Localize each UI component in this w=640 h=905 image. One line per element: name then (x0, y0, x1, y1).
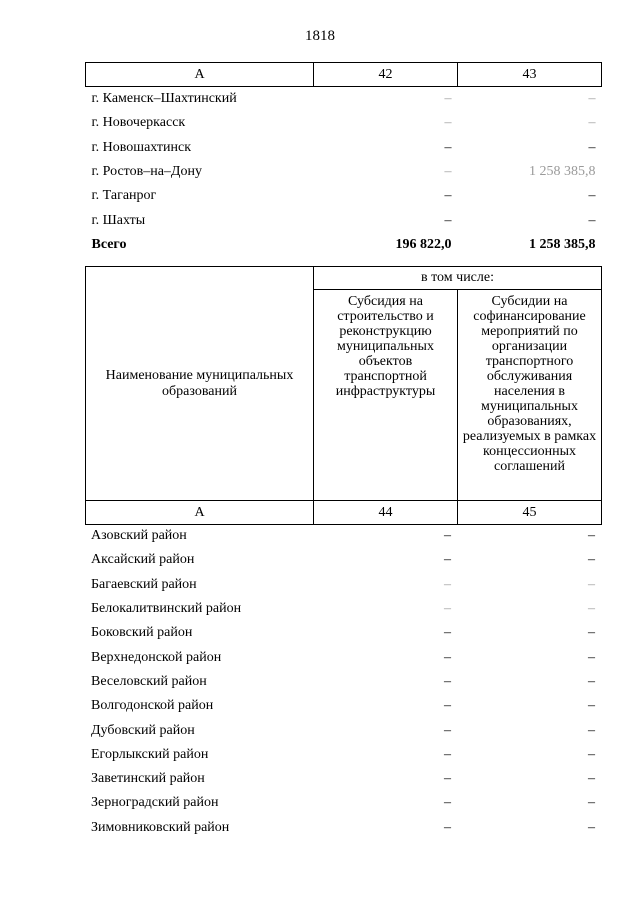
row-value-1: – (444, 528, 451, 544)
column-number-a: А (86, 63, 314, 87)
row-name: Заветинский район (91, 771, 205, 787)
row-value-2: – (588, 115, 596, 131)
row-value-2: – (588, 528, 595, 544)
table-cities (85, 62, 602, 257)
row-name: Багаевский район (91, 576, 197, 592)
row-value-2: – (588, 746, 595, 762)
row-name: Волгодонской район (91, 698, 214, 714)
row-value-1: – (444, 164, 452, 180)
table-row (85, 621, 601, 645)
row-name: Зимовниковский район (91, 819, 230, 835)
row-value-1: – (444, 722, 451, 738)
row-value-1: – (444, 576, 451, 592)
row-name: г. Ростов–на–Дону (91, 164, 202, 180)
table-row (85, 743, 601, 767)
row-value-1: – (444, 91, 452, 107)
row-value-2: – (588, 139, 596, 155)
row-value-2: – (588, 795, 595, 811)
table-row (85, 548, 601, 572)
table-districts (85, 524, 601, 840)
row-value-1: – (444, 139, 452, 155)
row-value-2: – (588, 91, 596, 107)
row-value-2: – (588, 552, 595, 568)
row-value-1: – (444, 673, 451, 689)
table-row (85, 524, 601, 548)
row-value-2: – (588, 673, 595, 689)
column-number-44: 44 (314, 501, 458, 525)
row-name: г. Таганрог (91, 188, 157, 204)
row-value-1: – (444, 819, 451, 835)
including-header: в том числе: (314, 267, 602, 290)
row-name: Аксайский район (91, 552, 195, 568)
row-value-1: 196 822,0 (395, 236, 452, 252)
table-row (86, 87, 602, 112)
table-row (86, 160, 602, 184)
row-name: г. Новочеркасск (91, 115, 186, 131)
row-value-2: – (588, 649, 595, 665)
row-value-1: – (444, 601, 451, 617)
table-row (85, 597, 601, 621)
column-number-42: 42 (314, 63, 458, 87)
row-name: Верхнедонской район (91, 649, 222, 665)
table-row (86, 111, 602, 135)
row-value-1: – (444, 771, 451, 787)
row-value-1: – (444, 625, 451, 641)
column-number-43: 43 (458, 63, 602, 87)
row-name: Боковский район (91, 625, 193, 641)
table-row (85, 694, 601, 718)
row-name: Дубовский район (91, 722, 195, 738)
row-value-1: – (444, 188, 452, 204)
row-name: г. Новошахтинск (91, 139, 192, 155)
row-value-1: – (444, 795, 451, 811)
row-value-2: – (588, 601, 595, 617)
table-row (85, 573, 601, 597)
table-row (85, 767, 601, 791)
table-row (85, 645, 601, 669)
row-value-1: – (444, 212, 452, 228)
row-name: Всего (91, 236, 127, 252)
page-number: 1818 (305, 28, 335, 44)
column-number-45: 45 (458, 501, 602, 525)
row-name: Зерноградский район (91, 795, 219, 811)
row-value-2: – (588, 576, 595, 592)
row-value-2: 1 258 385,8 (529, 164, 596, 180)
row-name: Егорлыкский район (91, 746, 209, 762)
row-value-1: – (444, 649, 451, 665)
table-row (86, 184, 602, 208)
table-row (85, 816, 601, 840)
row-value-2: – (588, 819, 595, 835)
row-value-2: – (588, 188, 596, 204)
row-name: Азовский район (91, 528, 187, 544)
row-value-2: – (588, 698, 595, 714)
col44-header: Субсидия на строительство и реконструкцию муниципальных объектов транспортной инфраструктуры (314, 290, 458, 501)
column-number-a-2: А (86, 501, 314, 525)
row-value-2: – (588, 625, 595, 641)
row-value-1: – (444, 552, 451, 568)
table-row (85, 791, 601, 815)
row-value-1: – (444, 698, 451, 714)
column-number-row (86, 63, 602, 87)
row-value-2: 1 258 385,8 (529, 236, 596, 252)
table-row (86, 136, 602, 160)
row-name: г. Каменск–Шахтинский (91, 91, 237, 107)
row-value-2: – (588, 722, 595, 738)
row-value-1: – (444, 115, 452, 131)
table-row (86, 233, 602, 257)
table-row (86, 208, 602, 232)
row-value-2: – (588, 212, 596, 228)
table-row (85, 670, 601, 694)
row-name: Веселовский район (91, 673, 207, 689)
row-value-2: – (588, 771, 595, 787)
table-header-block (85, 266, 602, 525)
row-name: Белокалитвинский район (91, 601, 242, 617)
col45-header: Субсидии на софинансирование мероприятий по организации транспортного обслуживания населения в муниципальных образованиях, реализуемых в рамках концессионных соглашений (458, 290, 602, 501)
municipal-name-header: Наименование муниципальных образований (86, 267, 314, 501)
row-value-1: – (444, 746, 451, 762)
table-row (85, 718, 601, 742)
row-name: г. Шахты (91, 212, 146, 228)
column-number-row-2 (86, 501, 602, 525)
